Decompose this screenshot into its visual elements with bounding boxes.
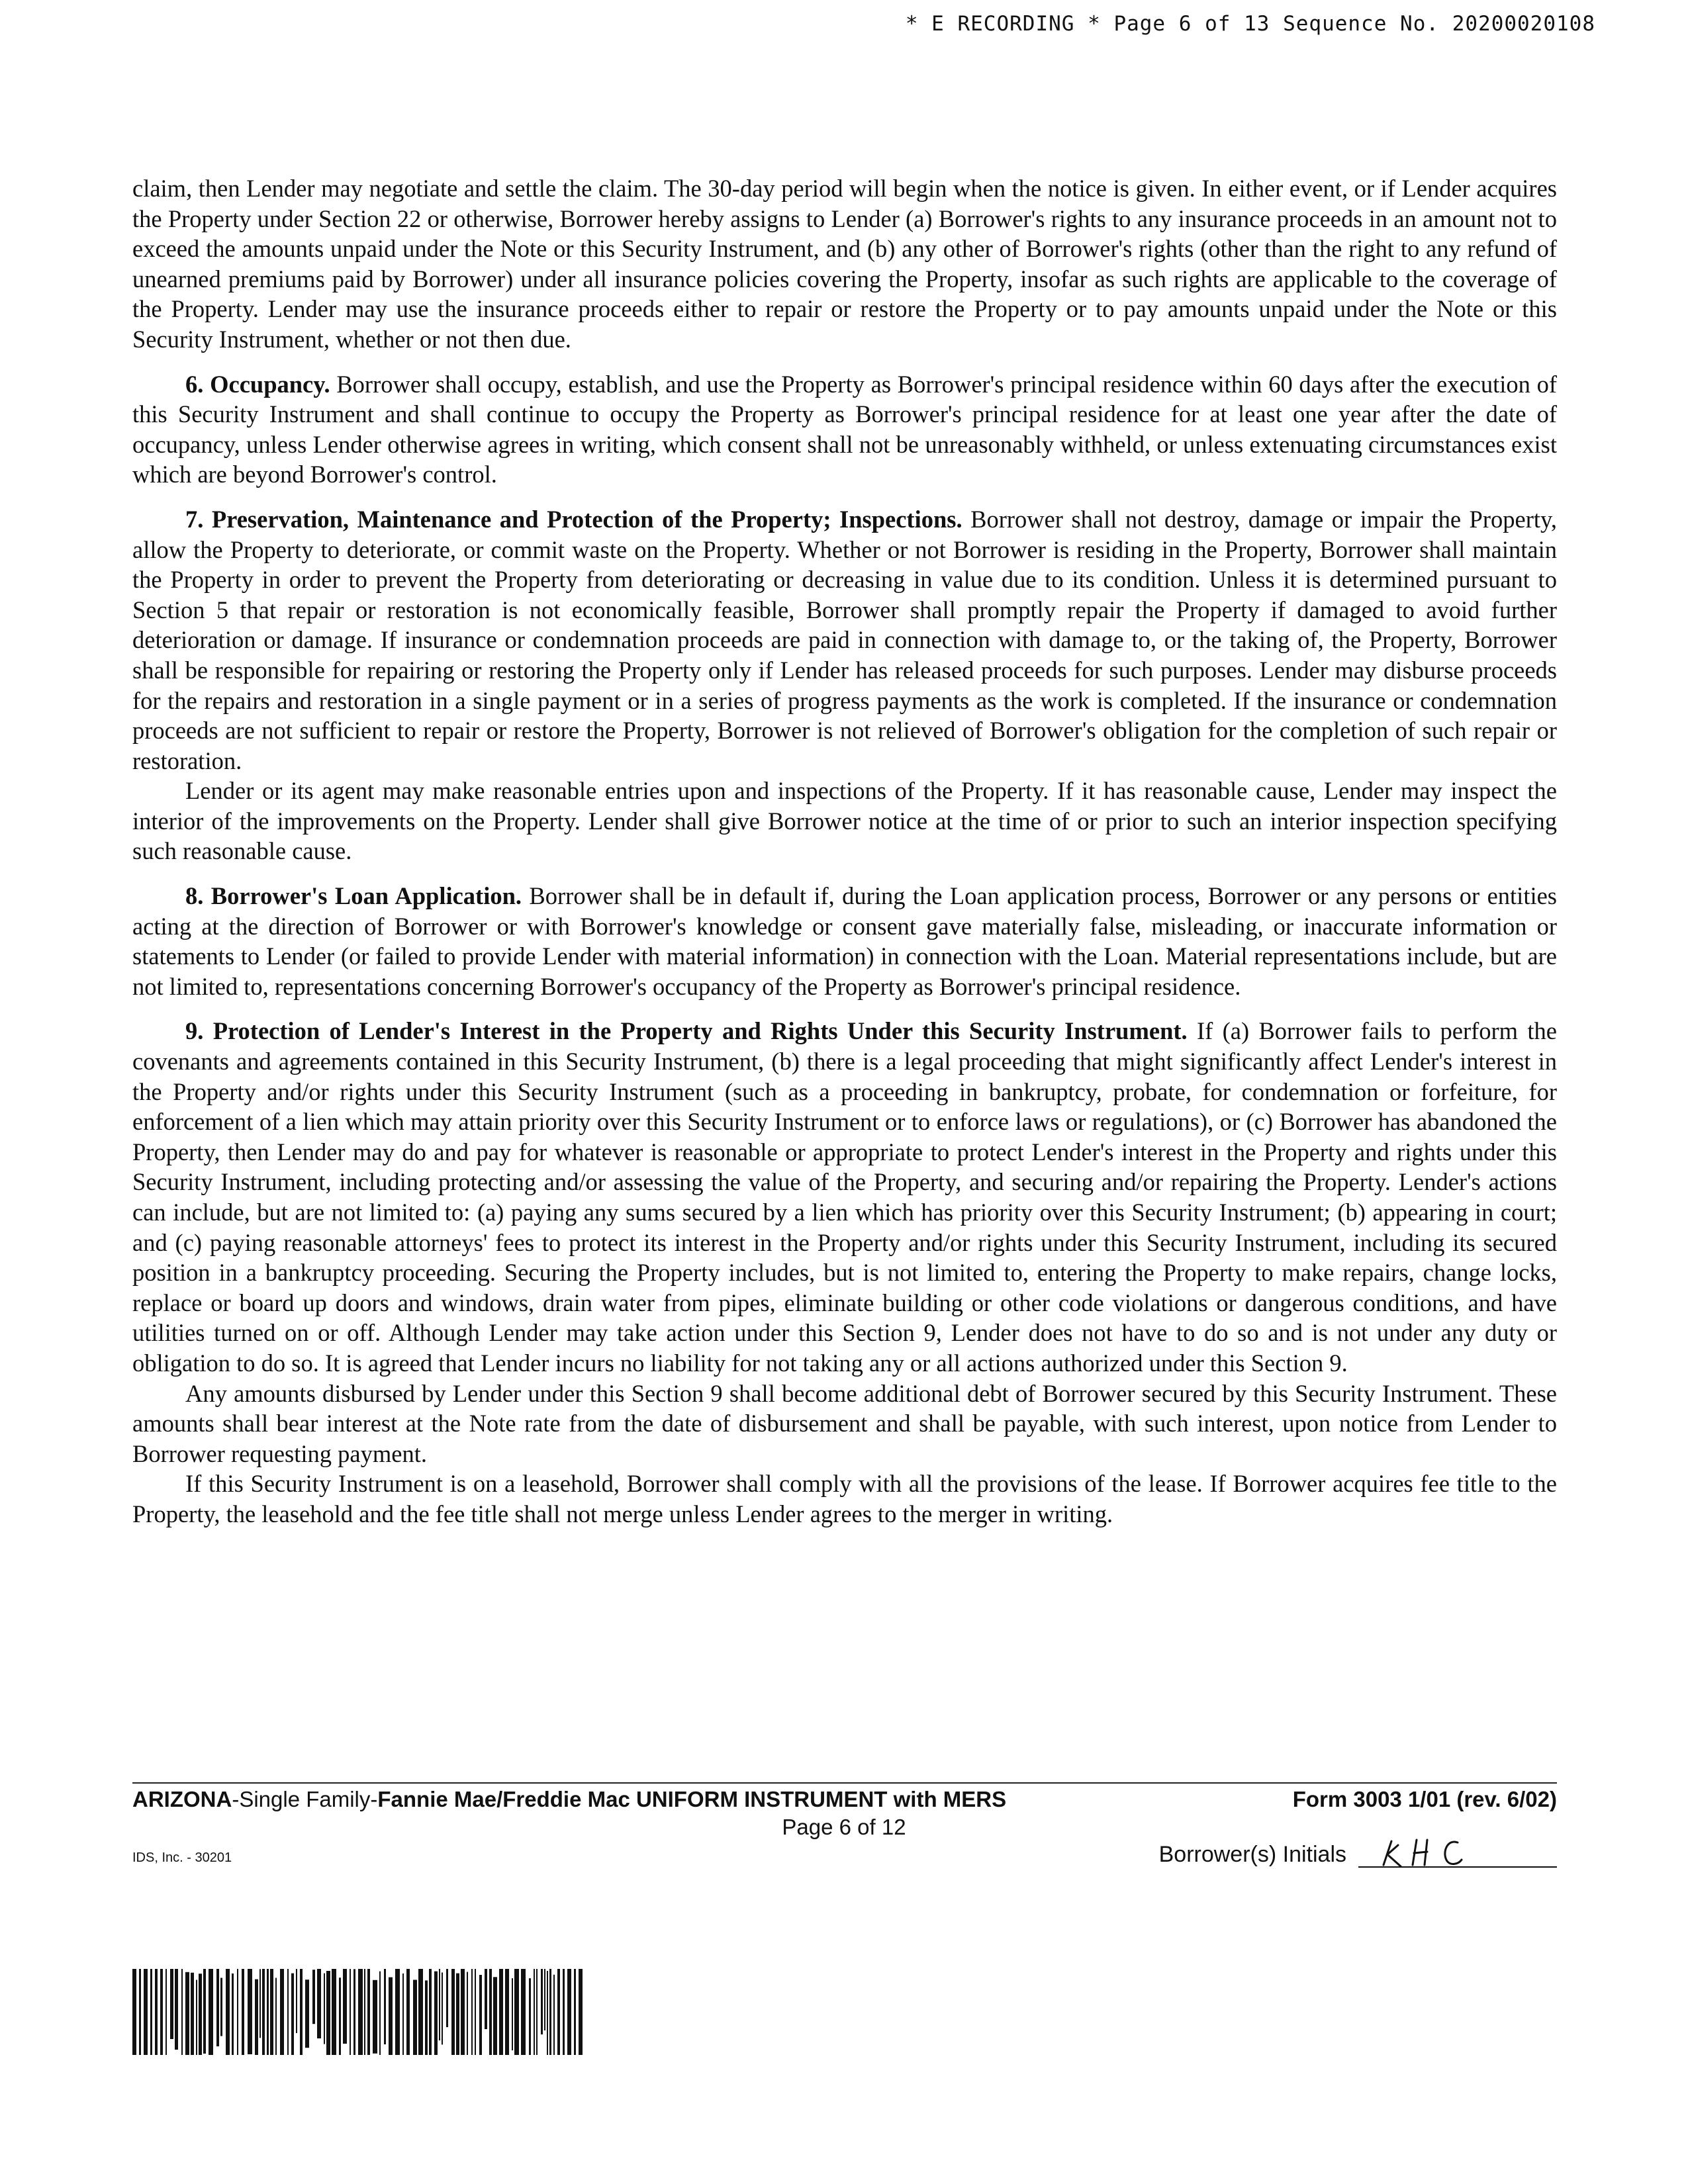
section-heading: 8. Borrower's Loan Application.: [185, 882, 522, 910]
initials-label: Borrower(s) Initials: [1158, 1842, 1346, 1867]
borrower-initials-block: [1159, 1840, 1557, 1868]
section-heading: 9. Protection of Lender's Interest in the Property and Rights Under this Security Instrument.: [185, 1017, 1188, 1045]
document-body: [132, 173, 1557, 1529]
footer-divider: [132, 1782, 1557, 1784]
footer-state: ARIZONA: [132, 1787, 232, 1811]
footer-form-type: -Single Family-: [232, 1787, 378, 1811]
recording-header: * E RECORDING * Page 6 of 13 Sequence No. 20200020108: [905, 12, 1595, 36]
paragraph-section-9-protection: 9. Protection of Lender's Interest in the Property and Rights Under this Security Instrument. If (a) Borrower fails to perform the covenants and agreements contained in this Security Instrument, (b) there is a legal proceeding that might significantly affect Lender's interest in the Property and/or rights under this Security Instrument (such as a proceeding in bankruptcy, probate, for condemnation or forfeiture, for enforcement of a lien which may attain priority over this Security Instrument or to enforce laws or regulations), or (c) Borrower has abandoned the Property, then Lender may do and pay for whatever is reasonable or appropriate to protect Lender's interest in the Property and rights under this Security Instrument, including protecting and/or assessing the value of the Property, and securing and/or repairing the Property. Lender's actions can include, but are not limited to: (a) paying any sums secured by a lien which has priority over this Security Instrument; (b) appearing in court; and (c) paying reasonable attorneys' fees to protect its interest in the Property and/or rights under this Security Instrument, including its secured position in a bankruptcy proceeding. Securing the Property includes, but is not limited to, entering the Property to make repairs, change locks, replace or board up doors and windows, drain water from pipes, eliminate building or other code violations or dangerous conditions, and have utilities turned on or off. Although Lender may take action under this Section 9, Lender does not have to do so and is not under any duty or obligation to do so. It is agreed that Lender incurs no liability for not taking any or all actions authorized under this Section 9.: [132, 1017, 1557, 1377]
document-barcode: [132, 1969, 596, 2055]
section-heading: 6. Occupancy.: [185, 370, 330, 398]
footer-page-number: Page 6 of 12: [782, 1815, 906, 1839]
paragraph-section-8-loan-application: 8. Borrower's Loan Application. Borrower shall be in default if, during the Loan application process, Borrower or any persons or entities acting at the direction of Borrower or with Borrower's knowledge or consent gave materially false, misleading, or inaccurate information or statements to Lender (or failed to provide Lender with material information) in connection with the Loan. Material representations include, but are not limited to, representations concerning Borrower's occupancy of the Property as Borrower's principal residence.: [132, 882, 1557, 1000]
paragraph-section-9-leasehold: If this Security Instrument is on a leasehold, Borrower shall comply with all the provisions of the lease. If Borrower acquires fee title to the Property, the leasehold and the fee title shall not merge unless Lender agrees to the merger in writing.: [132, 1470, 1557, 1527]
section-heading: 7. Preservation, Maintenance and Protection of the Property; Inspections.: [185, 505, 962, 533]
paragraph-section-6-occupancy: 6. Occupancy. Borrower shall occupy, establish, and use the Property as Borrower's principal residence within 60 days after the execution of this Security Instrument and shall continue to occupy the Property as Borrower's principal residence for at least one year after the date of occupancy, unless Lender otherwise agrees in writing, which consent shall not be unreasonably withheld, or unless extenuating circumstances exist which are beyond Borrower's control.: [132, 370, 1557, 488]
footer-form-title: [132, 1787, 1557, 1812]
footer-form-number: Form 3003 1/01 (rev. 6/02): [1292, 1787, 1557, 1811]
footer-form-name: Fannie Mae/Freddie Mac UNIFORM INSTRUMENT with MERS: [377, 1787, 1007, 1811]
paragraph-insurance-continued: claim, then Lender may negotiate and settle the claim. The 30-day period will begin when the notice is given. In either event, or if Lender acquires the Property under Section 22 or otherwise, Borrower hereby assigns to Lender (a) Borrower's rights to any insurance proceeds in an amount not to exceed the amounts unpaid under the Note or this Security Instrument, and (b) any other of Borrower's rights (other than the right to any refund of unearned premiums paid by Borrower) under all insurance policies covering the Property, insofar as such rights are applicable to the coverage of the Property. Lender may use the insurance proceeds either to repair or restore the Property or to pay amounts unpaid under the Note or this Security Instrument, whether or not then due.: [132, 175, 1557, 353]
footer-vendor-code: IDS, Inc. - 30201: [132, 1850, 232, 1865]
paragraph-section-7-preservation: 7. Preservation, Maintenance and Protection of the Property; Inspections. Borrower shall not destroy, damage or impair the Property, allow the Property to deteriorate, or commit waste on the Property. Whether or not Borrower is residing in the Property, Borrower shall maintain the Property in order to prevent the Property from deteriorating or decreasing in value due to its condition. Unless it is determined pursuant to Section 5 that repair or restoration is not economically feasible, Borrower shall promptly repair the Property if damaged to avoid further deterioration or damage. If insurance or condemnation proceeds are paid in connection with damage to, or the taking of, the Property, Borrower shall be responsible for repairing or restoring the Property only if Lender has released proceeds for such purposes. Lender may disburse proceeds for the repairs and restoration in a single payment or in a series of progress payments as the work is completed. If the insurance or condemnation proceeds are not sufficient to repair or restore the Property, Borrower is not relieved of Borrower's obligation for the completion of such repair or restoration.: [132, 505, 1557, 774]
paragraph-section-9-disbursements: Any amounts disbursed by Lender under this Section 9 shall become additional debt of Borrower secured by this Security Instrument. These amounts shall bear interest at the Note rate from the date of disbursement and shall be payable, with such interest, upon notice from Lender to Borrower requesting payment.: [132, 1379, 1557, 1467]
paragraph-section-7-inspections: Lender or its agent may make reasonable entries upon and inspections of the Property. If it has reasonable cause, Lender may inspect the interior of the improvements on the Property. Lender shall give Borrower notice at the time of or prior to such an interior inspection specifying such reasonable cause.: [132, 777, 1557, 865]
handwritten-initials: [1378, 1836, 1477, 1869]
initials-signature-line: [1358, 1840, 1557, 1868]
